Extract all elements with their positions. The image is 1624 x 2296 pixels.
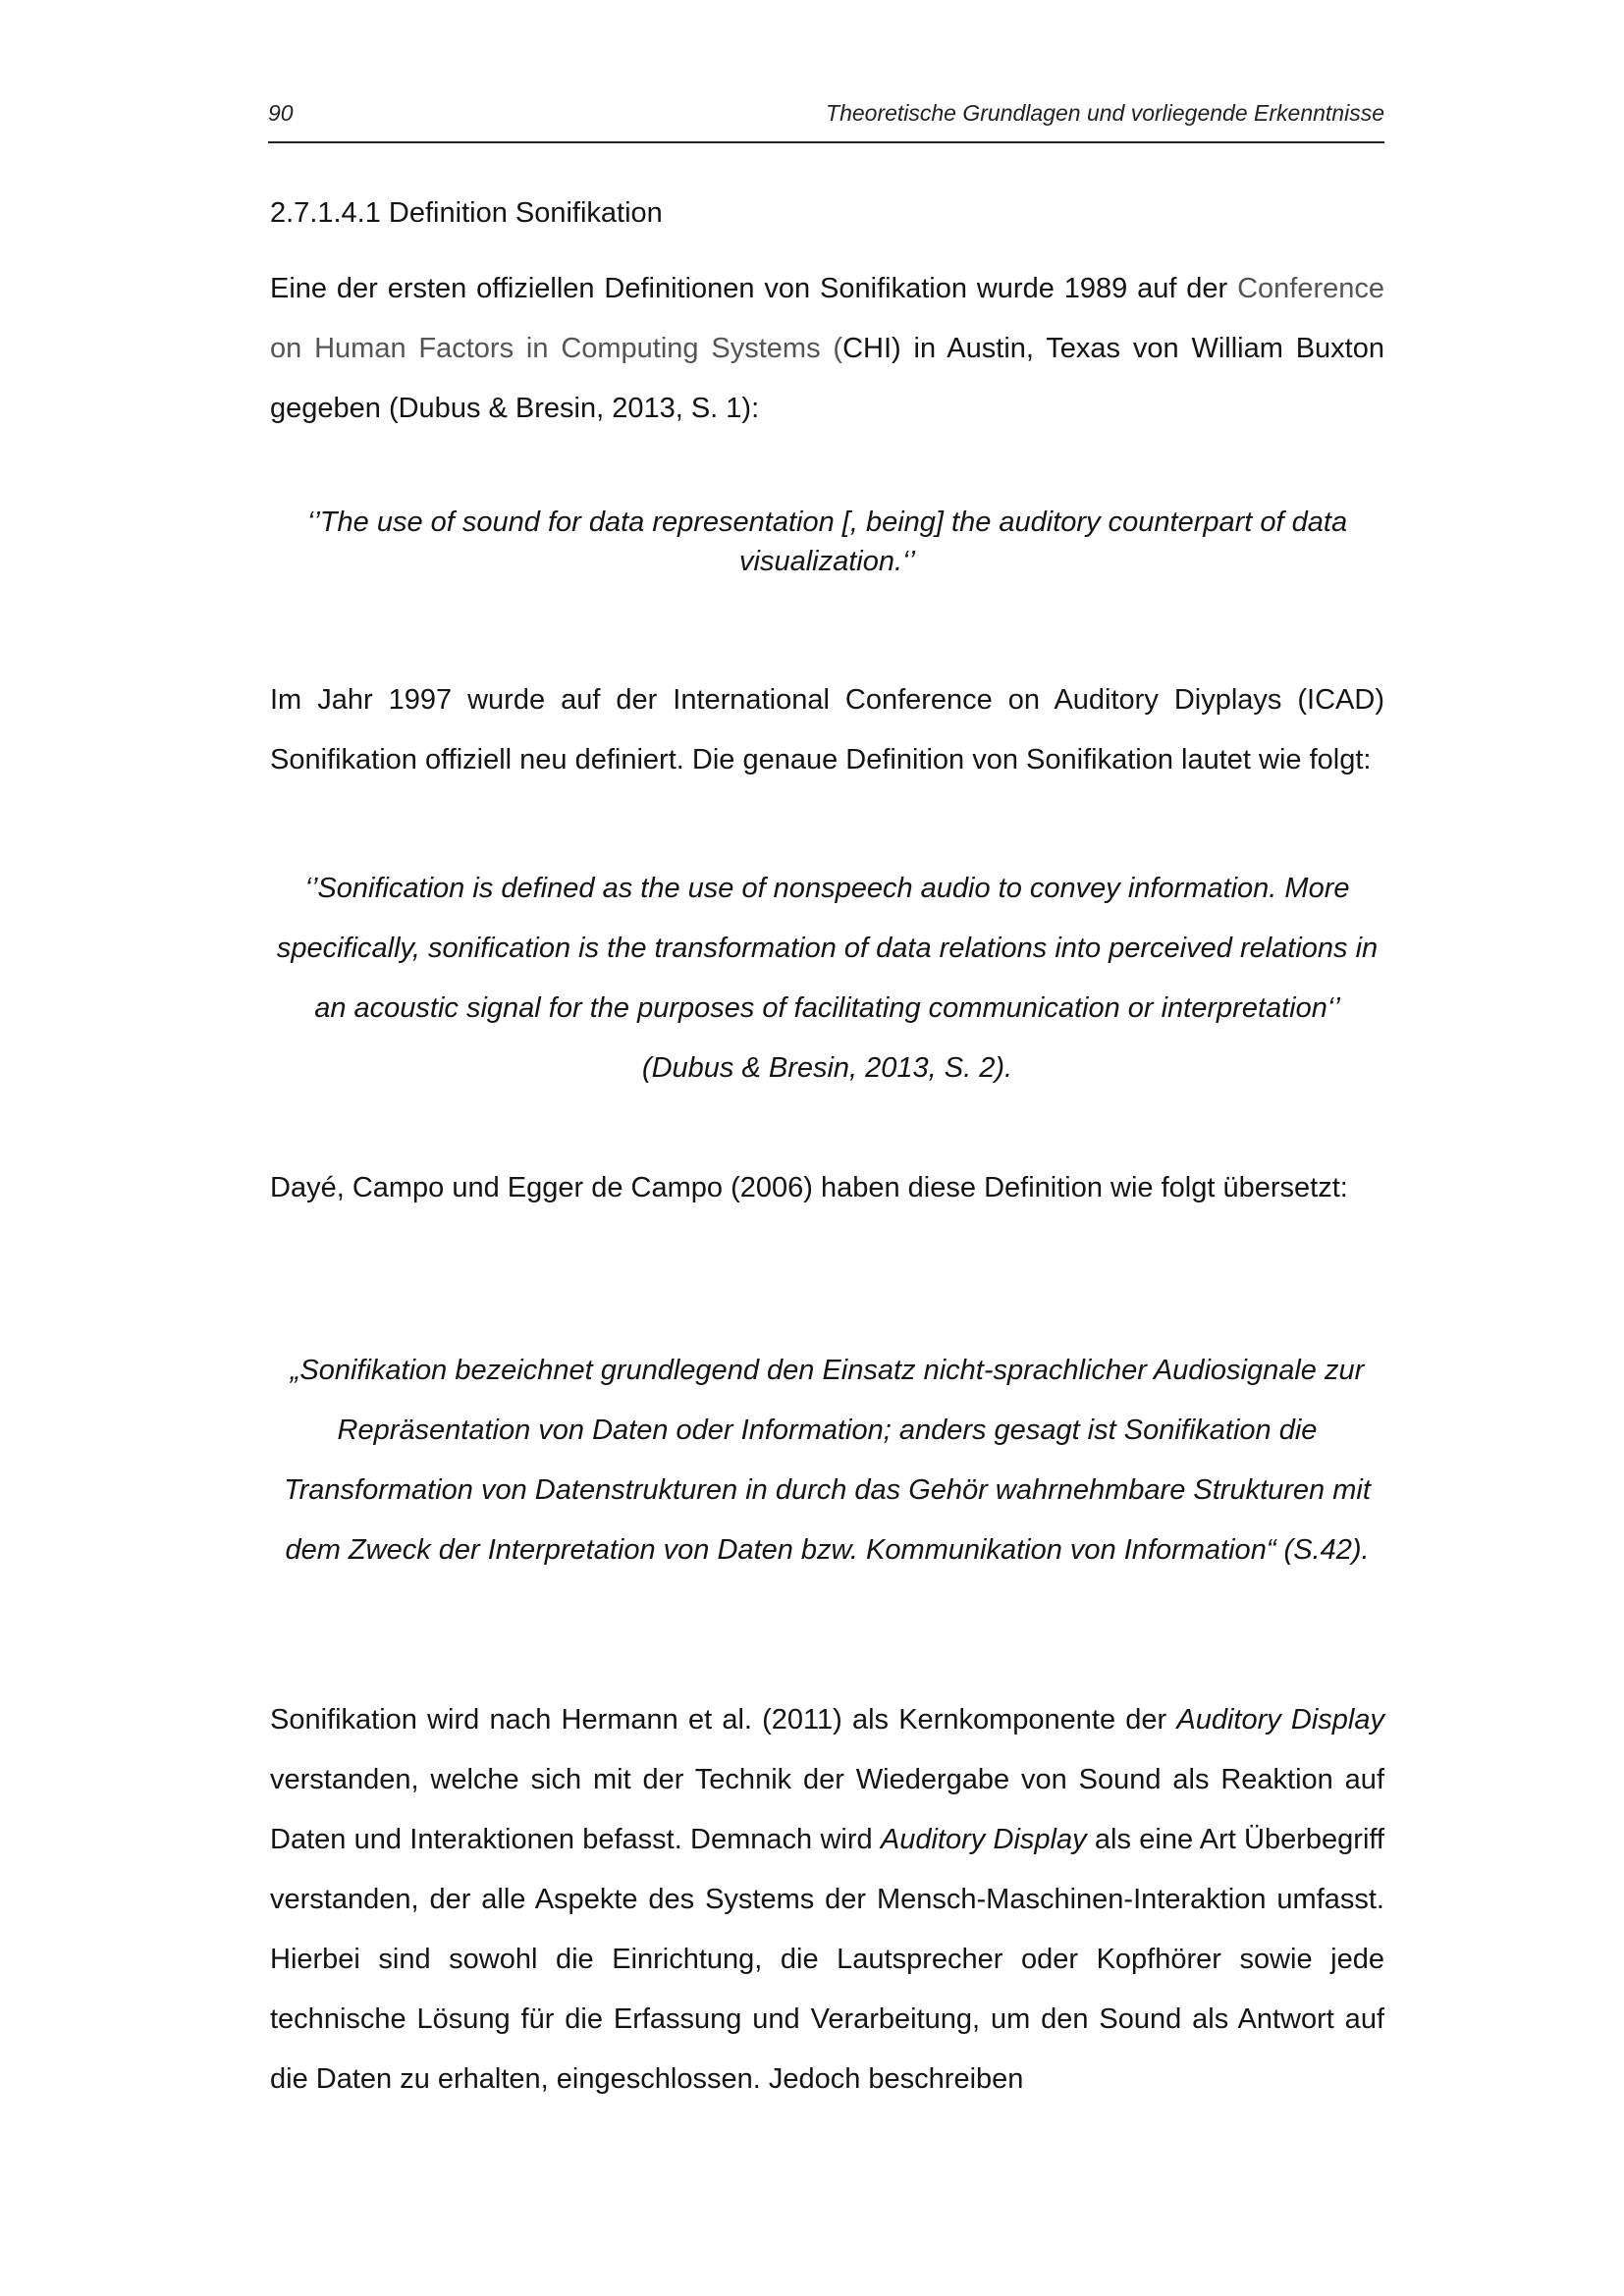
paragraph-text: CHI) in Austin, Texas von William Buxton gegeben (Dubus & Bresin, 2013, S. 1):	[270, 333, 1384, 424]
page-number: 90	[268, 100, 294, 126]
paragraph-translation: Dayé, Campo und Egger de Campo (2006) haben diese Definition wie folgt übersetzt:	[270, 1172, 1348, 1203]
paragraph-auditory-display	[270, 1690, 1384, 2109]
paragraph-first-definition	[270, 259, 1384, 439]
quote-buxton: ‘’The use of sound for data representation [, being] the auditory counterpart of data visualization.‘’	[306, 507, 1348, 577]
running-title: Theoretische Grundlagen und vorliegende Erkenntnisse	[826, 100, 1384, 126]
paragraph-text: Sonifikation wird nach Hermann et al. (2011) als Kernkomponente der	[270, 1704, 1177, 1735]
quote-icad: ‘’Sonification is defined as the use of nonspeech audio to convey information. More specifically, sonification is the transformation of data relations into perceived relations in an acoustic signal for the purposes of facilitating communication or interpretation‘’ (Dubus & Bresin, 2013, S. 2).	[276, 873, 1379, 1084]
quote-german-translation: „Sonifikation bezeichnet grundlegend den Einsatz nicht-sprachlicher Audiosignale zur Repräsentation von Daten oder Information; anders gesagt ist Sonifikation die Transformation von Datenstrukturen in durch das Gehör wahrnehmbare Strukturen mit dem Zweck der Interpretation von Daten bzw. Kommunikation von Information“ (S.42).	[284, 1355, 1371, 1566]
auditory-display-term: Auditory Display	[880, 1824, 1087, 1855]
paragraph-icad-definition: Im Jahr 1997 wurde auf der International Conference on Auditory Diyplays (ICAD) Sonifikation offiziell neu definiert. Die genaue Definition von Sonifikation lautet wie folgt:	[270, 684, 1384, 775]
paragraph-text: verstanden, welche sich mit der Technik der Wiedergabe von Sound als Reaktion auf Daten und Interaktionen befasst. Demnach wird	[270, 1764, 1384, 1855]
auditory-display-term: Auditory Display	[1176, 1704, 1385, 1735]
paragraph-text: als eine Art Überbegriff verstanden, der alle Aspekte des Systems der Mensch-Maschinen-Interaktion umfasst. Hierbei sind sowohl die Einrichtung, die Lautsprecher oder Kopfhörer sowie jede technische Lösung für die Erfassung und Verarbeitung, um den Sound als Antwort auf die Daten zu erhalten, eingeschlossen. Jedoch beschreiben	[270, 1824, 1384, 2095]
page-header	[268, 98, 1384, 143]
conference-name: Conference on Human Factors in Computing Systems (	[270, 273, 1384, 364]
section-heading: 2.7.1.4.1 Definition Sonifikation	[270, 197, 663, 229]
paragraph-text: Eine der ersten offiziellen Definitionen von Sonifikation wurde 1989 auf der	[270, 273, 1238, 304]
